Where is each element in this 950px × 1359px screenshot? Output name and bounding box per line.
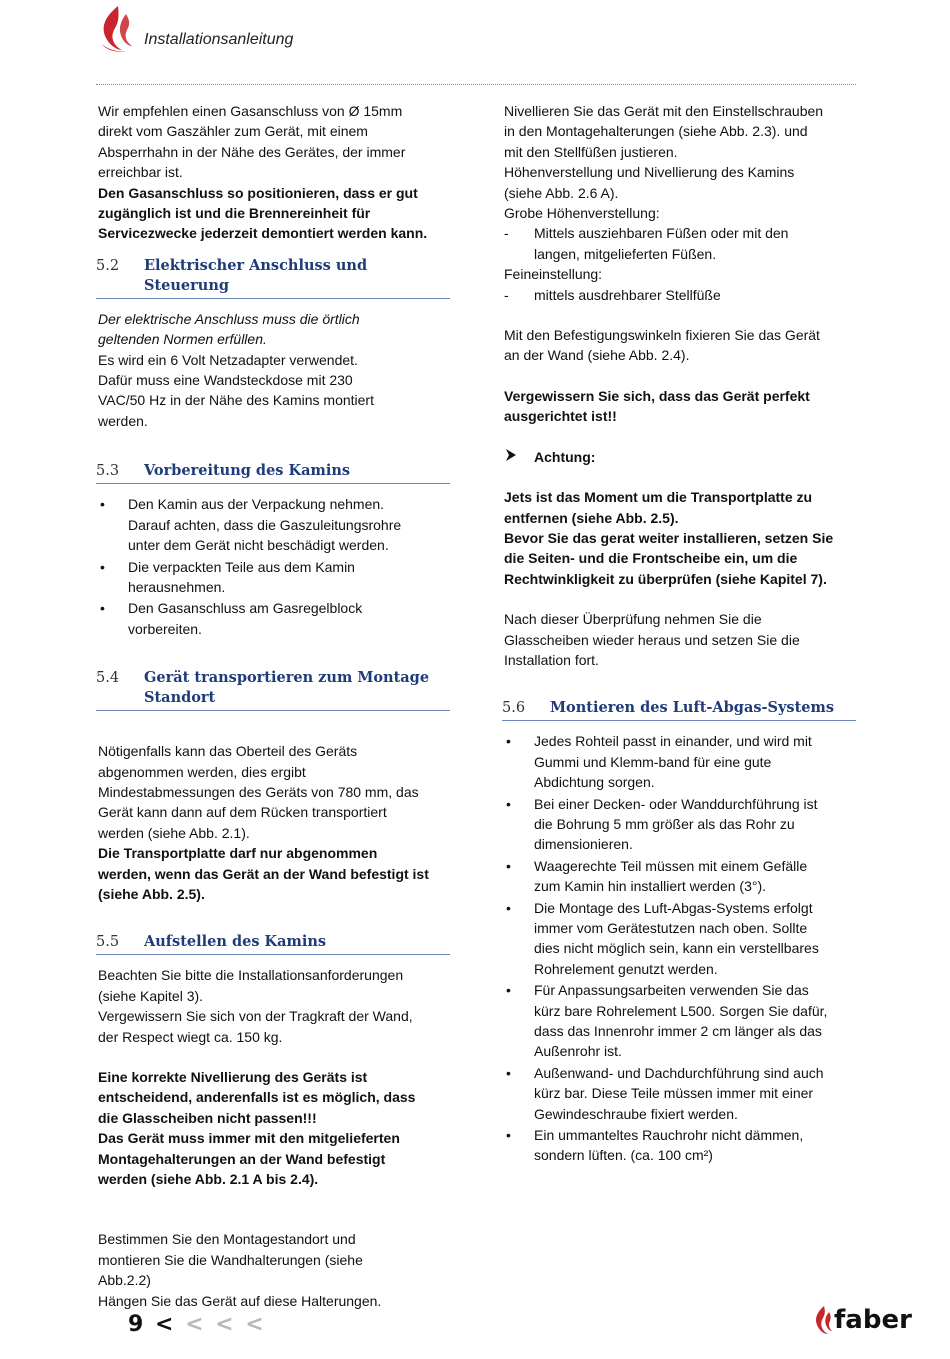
setup-text-line: Beachten Sie bitte die Installationsanforderungen — [98, 967, 404, 984]
section-title-line: Gerät transportieren zum Montage — [144, 669, 430, 687]
nav-arrow-faded-icon: < < < — [185, 1312, 266, 1337]
setup-text-line: der Respect wiegt ca. 150 kg. — [98, 1028, 283, 1045]
list-item — [98, 557, 450, 598]
flame-logo-icon — [96, 4, 136, 54]
setup-text-line: (siehe Kapitel 3). — [98, 987, 204, 1004]
faber-brand-logo — [812, 1305, 912, 1335]
list-item-line: dimensionieren. — [534, 836, 633, 853]
transport-bold-line: (siehe Abb. 2.5). — [98, 885, 205, 902]
gas-bold-line: Den Gasanschluss so positionieren, dass er gut — [98, 184, 418, 201]
page-number-value: 9 — [128, 1312, 146, 1337]
list-item-line: • Außenwand- und Dachdurchführung sind auch — [534, 1064, 824, 1081]
transport-text-line: werden (siehe Abb. 2.1). — [98, 824, 250, 841]
list-item-line: Rohrelement genutzt werden. — [534, 960, 718, 977]
section-title-line: Standort — [144, 689, 216, 707]
list-item — [98, 598, 450, 639]
list-item-line: • Für Anpassungsarbeiten verwenden Sie das — [534, 982, 809, 999]
list-item-line: unter dem Gerät nicht beschädigt werden. — [128, 537, 389, 554]
section-title: Montieren des Luft-Abgas-Systems — [550, 699, 835, 717]
faber-flame-icon — [812, 1305, 832, 1335]
check-line: Installation fort. — [504, 651, 599, 668]
section-title: Vorbereitung des Kamins — [144, 462, 351, 480]
section-heading-5-6 — [502, 698, 856, 721]
leveling-line: Grobe Höhenverstellung: — [504, 205, 660, 222]
list-item-line: • Die Montage des Luft-Abgas-Systems erfolgt — [534, 899, 813, 916]
electric-italic-line: geltenden Normen erfüllen. — [98, 331, 267, 348]
section-number: 5.3 — [96, 463, 120, 480]
section-heading-5-2 — [96, 256, 450, 299]
faber-wordmark: faber — [834, 1305, 912, 1335]
transport-plate-line: Bevor Sie das gerat weiter installieren, setzen Sie — [504, 529, 834, 546]
section-number: 5.6 — [502, 700, 526, 717]
attention-label: Achtung: — [534, 448, 596, 465]
list-item — [504, 794, 856, 855]
electric-text-line: Dafür muss eine Wandsteckdose mit 230 — [98, 372, 353, 389]
flue-system-list — [504, 731, 856, 1166]
alignment-bold-line: Vergewissern Sie sich, dass das Gerät perfekt — [504, 387, 810, 404]
list-item-line: kürz bar. Diese Teile müssen immer mit einer — [534, 1085, 814, 1102]
setup-bold-line: entscheidend, anderenfalls ist es möglich, dass — [98, 1089, 416, 1106]
alignment-bold-line: ausgerichtet ist!! — [504, 408, 617, 425]
right-column — [504, 101, 856, 1167]
transport-text-line: Mindestabmessungen des Geräts von 780 mm, das — [98, 783, 419, 800]
leveling-line: (siehe Abb. 2.6 A). — [504, 184, 619, 201]
electric-text-line: VAC/50 Hz in der Nähe des Kamins montiert — [98, 392, 374, 409]
transport-plate-line: entfernen (siehe Abb. 2.5). — [504, 509, 679, 526]
gas-intro-line: Absperrhahn in der Nähe des Gerätes, der immer — [98, 143, 406, 160]
leveling-line: mit den Stellfüßen justieren. — [504, 143, 678, 160]
page-header — [96, 0, 856, 86]
section-heading-5-5 — [96, 932, 450, 955]
transport-text-line: Nötigenfalls kann das Oberteil des Geräts — [98, 743, 358, 760]
section-title: Elektrischer Anschluss und Steuerung — [144, 256, 368, 294]
list-item-line: Gewindeschraube fixiert werden. — [534, 1105, 738, 1122]
list-item — [98, 494, 450, 555]
attention-note — [504, 447, 856, 467]
section-heading-5-3 — [96, 461, 450, 484]
list-item-line: Gummi und Klemm-band für eine gute — [534, 753, 772, 770]
list-item — [504, 898, 856, 980]
setup-end-line: Bestimmen Sie den Montagestandort und — [98, 1231, 356, 1248]
setup-bold-line: Eine korrekte Nivellierung des Geräts ist — [98, 1069, 368, 1085]
gas-intro-line: direkt vom Gaszähler zum Gerät, mit einem — [98, 123, 368, 140]
list-item — [504, 1063, 856, 1124]
transport-text-line: abgenommen werden, dies ergibt — [98, 763, 306, 780]
section-title — [144, 668, 450, 708]
list-item-line: • Den Kamin aus der Verpackung nehmen. — [128, 496, 385, 513]
header-title: Installationsanleitung — [144, 31, 294, 48]
list-item — [504, 980, 856, 1062]
list-item — [504, 731, 856, 792]
section-number: 5.4 — [96, 670, 120, 687]
list-item-line: herausnehmen. — [128, 578, 226, 595]
list-item — [504, 1125, 856, 1166]
list-item-line: • Die verpackten Teile aus dem Kamin — [128, 558, 355, 575]
arrow-bullet-icon — [504, 447, 534, 467]
list-item-line: • Ein ummanteltes Rauchrohr nicht dämmen, — [534, 1127, 804, 1144]
list-item-line: zum Kamin hin installiert werden (3°). — [534, 878, 767, 895]
fine-adjust-label: Feineinstellung: — [504, 266, 603, 283]
list-item-line: die Bohrung 5 mm größer als das Rohr zu — [534, 815, 795, 832]
leveling-line: Höhenverstellung und Nivellierung des Kamins — [504, 164, 795, 181]
transport-plate-line: Rechtwinkligkeit zu überprüfen (siehe Kapitel 7). — [504, 570, 827, 587]
setup-text-line: Vergewissern Sie sich von der Tragkraft der Wand, — [98, 1008, 413, 1025]
electric-italic-line: Der elektrische Anschluss muss die örtlich — [98, 310, 360, 327]
dash-item: - Mittels ausziehbaren Füßen oder mit den langen, mitgelieferten Füßen. — [504, 223, 856, 264]
list-item-line: kürz bare Rohrelement L500. Sorgen Sie dafür, — [534, 1002, 828, 1019]
transport-text-line: Gerät kann dann auf dem Rücken transportiert — [98, 804, 387, 821]
list-item-line: • Den Gasanschluss am Gasregelblock — [128, 600, 363, 617]
nav-arrow-icon: < — [154, 1312, 176, 1337]
setup-end-line: montieren Sie die Wandhalterungen (siehe — [98, 1251, 363, 1268]
list-item-line: • Waagerechte Teil müssen mit einem Gefälle — [534, 857, 808, 874]
dash-item: - mittels ausdrehbarer Stellfüße — [504, 285, 856, 305]
list-item-line: • Bei einer Decken- oder Wanddurchführung ist — [534, 795, 818, 812]
list-item-line: • Jedes Rohteil passt in einander, und wird mit — [534, 733, 812, 750]
section-number: 5.2 — [96, 257, 120, 274]
setup-end-line: Hängen Sie das Gerät auf diese Halterungen. — [98, 1292, 382, 1309]
electric-text-line: werden. — [98, 412, 148, 429]
transport-bold-line: werden, wenn das Gerät an der Wand befestigt ist — [98, 865, 429, 882]
section-number: 5.5 — [96, 934, 120, 951]
setup-bold-line: Montagehalterungen an der Wand befestigt — [98, 1150, 386, 1167]
list-item — [504, 856, 856, 897]
setup-end-line: Abb.2.2) — [98, 1272, 151, 1289]
section-heading-5-4 — [96, 668, 450, 711]
leveling-line: in den Montagehalterungen (siehe Abb. 2.3). und — [504, 123, 808, 140]
list-item-line: dass das Innenrohr immer 2 cm länger als das — [534, 1023, 822, 1040]
gas-intro-line: Wir empfehlen einen Gasanschluss von Ø 15mm — [98, 103, 403, 119]
page-number — [128, 1312, 266, 1337]
list-item-line: Darauf achten, dass die Gaszuleitungsrohre — [128, 516, 402, 533]
bracket-line: an der Wand (siehe Abb. 2.4). — [504, 347, 690, 364]
list-item-line: immer vom Gerätestutzen nach oben. Sollte — [534, 920, 808, 936]
list-item-line: vorbereiten. — [128, 620, 202, 637]
setup-bold-line: die Glasscheiben nicht passen!!! — [98, 1109, 317, 1126]
dash-item-line: Mittels ausziehbaren Füßen oder mit den — [534, 225, 789, 242]
transport-bold-line: Die Transportplatte darf nur abgenommen — [98, 845, 378, 862]
setup-bold-line: werden (siehe Abb. 2.1 A bis 2.4). — [98, 1171, 319, 1188]
list-item-line: Außenrohr ist. — [534, 1043, 622, 1060]
list-item-line: sondern lüften. (ca. 100 cm²) — [534, 1147, 713, 1164]
transport-plate-line: die Seiten- und die Frontscheibe ein, um die — [504, 550, 798, 567]
gas-bold-line: zugänglich ist und die Brennereinheit für — [98, 205, 371, 222]
gas-bold-line: Servicezwecke jederzeit demontiert werden kann. — [98, 225, 428, 242]
dash-item-line: mittels ausdrehbarer Stellfüße — [534, 286, 721, 303]
bracket-line: Mit den Befestigungswinkeln fixieren Sie das Gerät — [504, 327, 820, 344]
leveling-line: Nivellieren Sie das Gerät mit den Einstellschrauben — [504, 103, 824, 119]
transport-plate-line: Jets ist das Moment um die Transportplatte zu — [504, 489, 813, 506]
list-item-line: dies nicht möglich sein, kann ein verstellbares — [534, 940, 819, 957]
electric-text-line: Es wird ein 6 Volt Netzadapter verwendet. — [98, 351, 358, 368]
list-item-line: Abdichtung sorgen. — [534, 774, 655, 791]
check-line: Nach dieser Überprüfung nehmen Sie die — [504, 611, 762, 628]
check-line: Glasscheiben wieder heraus und setzen Sie die — [504, 631, 800, 648]
preparation-list — [98, 494, 450, 639]
dash-item-line: langen, mitgelieferten Füßen. — [534, 245, 717, 262]
section-title: Aufstellen des Kamins — [144, 933, 327, 951]
setup-bold-line: Das Gerät muss immer mit den mitgelieferten — [98, 1130, 400, 1147]
header-divider — [96, 84, 856, 85]
gas-intro-line: erreichbar ist. — [98, 164, 183, 181]
left-column — [98, 101, 450, 1311]
